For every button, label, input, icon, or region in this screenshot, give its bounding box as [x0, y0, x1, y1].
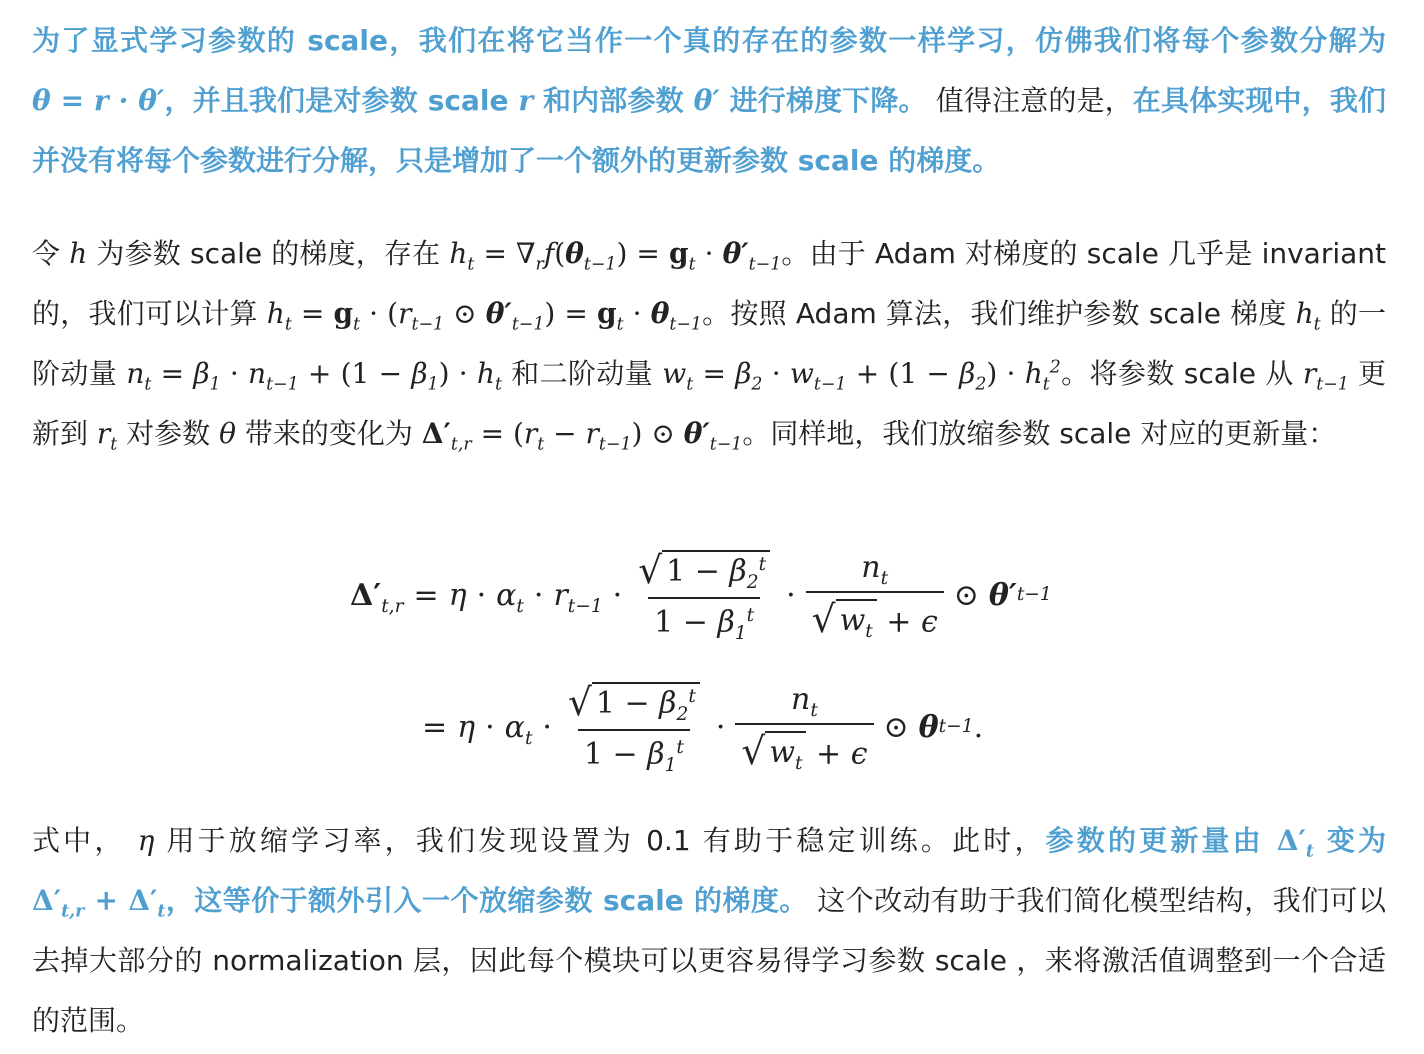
fraction-beta2: √ $1 - \beta_2^t$ $1 - \beta_1^t$	[632, 550, 776, 640]
body-text: 为参数 scale 的梯度，存在	[87, 237, 450, 270]
math-h: h	[69, 237, 88, 270]
body-text: 。将参数 scale 从	[1060, 357, 1303, 390]
math-ht-computed: $h_t = g_t \cdot (r_{t-1}$ ⊙ $\theta'_{t-1}) = g_t \cdot \theta_{t-1}$	[266, 297, 702, 335]
body-text: 的一阶动量	[32, 297, 1386, 390]
math-r: r	[518, 84, 534, 117]
eq-lhs: $\Delta'_{t,r}$	[350, 577, 404, 617]
math-first-moment: $n_t = \beta_1 \cdot n_{t-1} + (1 - \beta_1) \cdot h_t$	[126, 357, 502, 395]
highlight-text: ，并且我们是对参数 scale	[164, 84, 519, 117]
math-theta: θ	[219, 417, 236, 450]
body-text: 和二阶动量	[501, 357, 663, 390]
body-text: 值得注意的是，	[926, 84, 1133, 117]
math-delta-tr: $\Delta'_{t,r} = (r_t - r_{t-1})$ ⊙ $\theta'_{t-1}$	[421, 417, 743, 455]
highlight-text: 和内部参数	[533, 84, 694, 117]
paragraph-conclusion	[32, 811, 1386, 1051]
body-text: 用于放缩学习率，我们发现设置为 0.1 有助于稳定训练。此时，	[154, 824, 1046, 857]
fraction-moment: $n_t$ √ $w_t$ + ϵ	[735, 682, 873, 772]
highlight-text: 在具体实现中，我们并没有将每个参数进行分解，只是增加了一个额外的更新参数 scale 的梯度。	[32, 84, 1387, 177]
math-delta-sum: $\Delta'_{t,r} + \Delta'_t$	[32, 884, 166, 922]
highlight-text: ，这等价于额外引入一个放缩参数 scale 的梯度。	[165, 884, 808, 917]
body-text: 更新到	[32, 357, 1387, 450]
paragraph-adam-derivation	[32, 224, 1386, 464]
body-text: 对参数	[117, 417, 220, 450]
equation-update-line-2: = η · $\alpha_t$ · √ $1 - \beta_2^t$ $1 - \beta_1^t$ · $n_t$ √ $w_t$ + ϵ ⊙ θ t−1 .	[422, 679, 984, 776]
math-ht: $h_t$	[1295, 297, 1321, 335]
body-text: 。按照 Adam 算法，我们维护参数 scale 梯度	[701, 297, 1296, 330]
math-r-t: $r_t$	[96, 417, 118, 455]
fraction-moment: $n_t$ √ $w_t$ + ϵ	[806, 550, 944, 640]
body-text: 令	[32, 237, 70, 270]
body-text: 这个改动有助于我们简化模型结构，我们可以去掉大部分的 normalization 层，因此每个模块可以更容易得学习参数 scale ，来将激活值调整到一个合适的范围。	[32, 884, 1387, 1037]
highlight-text: 参数的更新量由	[1045, 824, 1277, 857]
body-text: 。由于 Adam 对梯度的 scale 几乎是 invariant 的，我们可以计算	[32, 237, 1386, 330]
body-text: 式中，	[32, 824, 138, 857]
math-theta-prime: θ′	[693, 84, 720, 117]
highlight-text: 变为	[1313, 824, 1387, 857]
math-second-moment: $w_t = \beta_2 \cdot w_{t-1} + (1 - \beta_2) \cdot h_t^2$	[662, 357, 1061, 395]
highlight-text: 为了显式学习参数的 scale，我们在将它当作一个真的存在的参数一样学习，仿佛我们将每个参数分解为	[32, 24, 1386, 57]
body-text: 带来的变化为	[235, 417, 422, 450]
equation-update-line-1: $\Delta'_{t,r}$ = η · $\alpha_t$ · $r_{t-1}$ · √ $1 - \beta_2^t$ $1 - \beta_1^t$ · $n_t$ √ $w_t$ + ϵ ⊙ θ′ t−1	[350, 547, 1052, 644]
math-ht-gradient: $h_t = \nabla_rf(\theta_{t-1}) = g_t \cdot \theta'_{t-1}$	[449, 237, 782, 275]
math-delta-t: $\Delta'_t$	[1276, 824, 1314, 862]
math-eta: η	[137, 824, 155, 857]
fraction-beta2: √ $1 - \beta_2^t$ $1 - \beta_1^t$	[562, 682, 706, 772]
highlight-text: 进行梯度下降。	[719, 84, 927, 117]
body-text: 。同样地，我们放缩参数 scale 对应的更新量：	[742, 417, 1337, 450]
paragraph-scale-learning	[32, 11, 1386, 191]
math-theta-decomposition: θ = r · θ′	[32, 84, 165, 117]
math-r-prev: $r_{t-1}$	[1302, 357, 1349, 395]
